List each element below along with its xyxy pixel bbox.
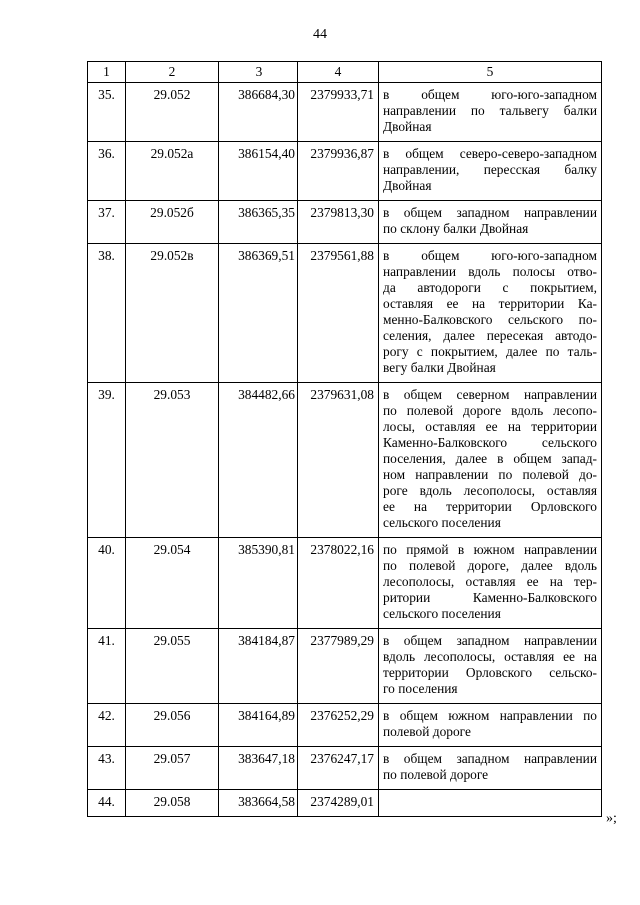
description-line: по полевой дороге вдоль лесопо- [383, 403, 597, 418]
point-id: 29.052а [126, 142, 219, 201]
page-number: 44 [313, 27, 327, 42]
coordinate-x: 386154,40 [219, 142, 298, 201]
coordinate-x: 386684,30 [219, 83, 298, 142]
description-line: в общем западном направлении [383, 633, 597, 648]
table-row [88, 629, 602, 704]
description-line: менно-Балковского сельского по- [383, 312, 597, 327]
description-line: в общем западном направлении [383, 205, 597, 220]
boundary-points-table [87, 61, 602, 817]
description-line: направлении вдоль полосы отво- [383, 264, 597, 279]
description-line: ном направлении по полевой до- [383, 467, 597, 482]
description-line: в общем западном направлении [383, 751, 597, 766]
coordinate-x: 383664,58 [219, 790, 298, 817]
header-col-1: 1 [88, 62, 126, 83]
description-line: селения, далее пересекая автодо- [383, 328, 597, 343]
coordinate-y: 2376247,17 [298, 747, 379, 790]
description-line: роге вдоль лесополосы, оставляя [383, 483, 597, 498]
table-row [88, 538, 602, 629]
coordinate-y: 2379933,71 [298, 83, 379, 142]
description-line: го поселения [383, 681, 458, 696]
coordinate-y: 2374289,01 [298, 790, 379, 817]
description-line: по полевой дороге [383, 767, 489, 782]
row-number: 38. [88, 244, 126, 383]
coordinate-x: 383647,18 [219, 747, 298, 790]
point-id: 29.058 [126, 790, 219, 817]
coordinate-x: 384184,87 [219, 629, 298, 704]
row-number: 40. [88, 538, 126, 629]
description-line: в общем северном направлении [383, 387, 597, 402]
boundary-description [379, 83, 602, 142]
description-line: ее на территории Орловского [383, 499, 597, 514]
point-id: 29.052 [126, 83, 219, 142]
description-line: поселения, далее в общем запад- [383, 451, 597, 466]
header-col-2: 2 [126, 62, 219, 83]
description-line: полевой дороге [383, 724, 471, 739]
description-line: по склону балки Двойная [383, 221, 529, 236]
coordinate-y: 2379813,30 [298, 201, 379, 244]
table-row [88, 244, 602, 383]
description-line: да автодороги с покрытием, [383, 280, 597, 295]
description-line: оставляя ее на территории Ка- [383, 296, 597, 311]
header-col-4: 4 [298, 62, 379, 83]
closing-quote: »; [606, 811, 617, 826]
table-header-row [88, 62, 602, 83]
description-line: территории Орловского сельско- [383, 665, 597, 680]
coordinate-x: 385390,81 [219, 538, 298, 629]
row-number: 41. [88, 629, 126, 704]
description-line: сельского поселения [383, 515, 501, 530]
row-number: 37. [88, 201, 126, 244]
coordinate-x: 386369,51 [219, 244, 298, 383]
description-line: в общем юго-юго-западном [383, 248, 597, 263]
table-row [88, 83, 602, 142]
coordinate-x: 384164,89 [219, 704, 298, 747]
description-line: вегу балки Двойная [383, 360, 496, 375]
description-line: в общем северо-северо-западном [383, 146, 597, 161]
description-line: Каменно-Балковского сельского [383, 435, 597, 450]
boundary-description [379, 383, 602, 538]
coordinate-y: 2379936,87 [298, 142, 379, 201]
header-col-3: 3 [219, 62, 298, 83]
table-row [88, 704, 602, 747]
coordinate-x: 386365,35 [219, 201, 298, 244]
description-line: направлении по тальвегу балки [383, 103, 597, 118]
point-id: 29.057 [126, 747, 219, 790]
table-row [88, 201, 602, 244]
boundary-description [379, 790, 602, 817]
point-id: 29.056 [126, 704, 219, 747]
coordinate-y: 2379561,88 [298, 244, 379, 383]
table-row [88, 747, 602, 790]
table-row [88, 142, 602, 201]
description-line: рогу с покрытием, далее по таль- [383, 344, 597, 359]
coordinate-y: 2376252,29 [298, 704, 379, 747]
row-number: 35. [88, 83, 126, 142]
boundary-description [379, 142, 602, 201]
row-number: 36. [88, 142, 126, 201]
point-id: 29.052в [126, 244, 219, 383]
header-col-5: 5 [379, 62, 602, 83]
row-number: 42. [88, 704, 126, 747]
description-line: лосы, оставляя ее на территории [383, 419, 597, 434]
point-id: 29.055 [126, 629, 219, 704]
description-line: сельского поселения [383, 606, 501, 621]
description-line: вдоль лесополосы, оставляя ее на [383, 649, 597, 664]
boundary-description [379, 704, 602, 747]
coordinate-y: 2377989,29 [298, 629, 379, 704]
description-line: в общем юго-юго-западном [383, 87, 597, 102]
description-line: направлении, пересская балку [383, 162, 597, 177]
boundary-description [379, 538, 602, 629]
table-body [88, 62, 602, 817]
row-number: 39. [88, 383, 126, 538]
coordinate-x: 384482,66 [219, 383, 298, 538]
table-row [88, 790, 602, 817]
boundary-description [379, 201, 602, 244]
coordinate-y: 2378022,16 [298, 538, 379, 629]
row-number: 44. [88, 790, 126, 817]
description-line: в общем южном направлении по [383, 708, 597, 723]
description-line: по полевой дороге, далее вдоль [383, 558, 597, 573]
description-line: по прямой в южном направлении [383, 542, 597, 557]
table-row [88, 383, 602, 538]
coordinate-y: 2379631,08 [298, 383, 379, 538]
description-line: Двойная [383, 178, 432, 193]
boundary-description [379, 747, 602, 790]
description-line: лесополосы, оставляя ее на тер- [383, 574, 597, 589]
boundary-description [379, 244, 602, 383]
boundary-description [379, 629, 602, 704]
point-id: 29.053 [126, 383, 219, 538]
point-id: 29.054 [126, 538, 219, 629]
description-line: Двойная [383, 119, 432, 134]
row-number: 43. [88, 747, 126, 790]
description-line: ритории Каменно-Балковского [383, 590, 597, 605]
point-id: 29.052б [126, 201, 219, 244]
